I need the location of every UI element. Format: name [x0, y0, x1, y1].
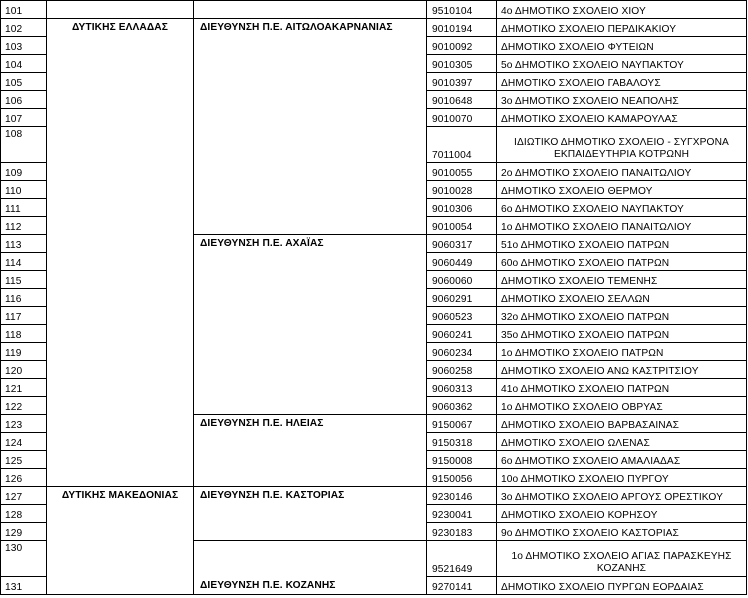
school-name: 1ο ΔΗΜΟΤΙΚΟ ΣΧΟΛΕΙΟ ΑΓΙΑΣ ΠΑΡΑΣΚΕΥΗΣ ΚΟΖΑΝΗΣ [497, 541, 747, 577]
school-name: 3ο ΔΗΜΟΤΙΚΟ ΣΧΟΛΕΙΟ ΑΡΓΟΥΣ ΟΡΕΣΤΙΚΟΥ [497, 487, 747, 505]
school-name: ΔΗΜΟΤΙΚΟ ΣΧΟΛΕΙΟ ΚΑΜΑΡΟΥΛΑΣ [497, 109, 747, 127]
row-number: 128 [1, 505, 47, 523]
school-code: 9150067 [427, 415, 497, 433]
row-number: 106 [1, 91, 47, 109]
school-name: 4ο ΔΗΜΟΤΙΚΟ ΣΧΟΛΕΙΟ ΧΙΟΥ [497, 1, 747, 19]
school-name: 6ο ΔΗΜΟΤΙΚΟ ΣΧΟΛΕΙΟ ΑΜΑΛΙΑΔΑΣ [497, 451, 747, 469]
row-number: 114 [1, 253, 47, 271]
school-name: ΔΗΜΟΤΙΚΟ ΣΧΟΛΕΙΟ ΒΑΡΒΑΣΑΙΝΑΣ [497, 415, 747, 433]
school-code: 9150008 [427, 451, 497, 469]
school-code: 9010070 [427, 109, 497, 127]
row-number: 118 [1, 325, 47, 343]
row-number: 113 [1, 235, 47, 253]
row-number: 129 [1, 523, 47, 541]
row-number: 108 [1, 127, 47, 163]
school-name: 1ο ΔΗΜΟΤΙΚΟ ΣΧΟΛΕΙΟ ΟΒΡΥΑΣ [497, 397, 747, 415]
row-number: 103 [1, 37, 47, 55]
school-code: 9010306 [427, 199, 497, 217]
row-number: 101 [1, 1, 47, 19]
school-code: 9060362 [427, 397, 497, 415]
row-number: 127 [1, 487, 47, 505]
school-name: ΙΔΙΩΤΙΚΟ ΔΗΜΟΤΙΚΟ ΣΧΟΛΕΙΟ - ΣΥΓΧΡΟΝΑ ΕΚΠΑΙΔΕΥΤΗΡΙΑ ΚΟΤΡΩΝΗ [497, 127, 747, 163]
school-code: 9010054 [427, 217, 497, 235]
school-code: 9010055 [427, 163, 497, 181]
school-code: 9010092 [427, 37, 497, 55]
school-code: 9270141 [427, 577, 497, 595]
school-name: 35ο ΔΗΜΟΤΙΚΟ ΣΧΟΛΕΙΟ ΠΑΤΡΩΝ [497, 325, 747, 343]
school-code: 9521649 [427, 541, 497, 577]
school-code: 9230146 [427, 487, 497, 505]
school-code: 9510104 [427, 1, 497, 19]
school-code: 9060523 [427, 307, 497, 325]
school-name: ΔΗΜΟΤΙΚΟ ΣΧΟΛΕΙΟ ΣΕΛΛΩΝ [497, 289, 747, 307]
school-name: ΔΗΜΟΤΙΚΟ ΣΧΟΛΕΙΟ ΚΟΡΗΣΟΥ [497, 505, 747, 523]
row-number: 115 [1, 271, 47, 289]
directorate-name: ΔΙΕΥΘΥΝΣΗ Π.Ε. ΑΙΤΩΛΟΑΚΑΡΝΑΝΙΑΣ [194, 19, 427, 235]
row-number: 104 [1, 55, 47, 73]
row-number: 126 [1, 469, 47, 487]
school-code: 9060234 [427, 343, 497, 361]
school-name: 2ο ΔΗΜΟΤΙΚΟ ΣΧΟΛΕΙΟ ΠΑΝΑΙΤΩΛΙΟΥ [497, 163, 747, 181]
school-name: 32ο ΔΗΜΟΤΙΚΟ ΣΧΟΛΕΙΟ ΠΑΤΡΩΝ [497, 307, 747, 325]
school-code: 9010194 [427, 19, 497, 37]
school-name: ΔΗΜΟΤΙΚΟ ΣΧΟΛΕΙΟ ΠΕΡΔΙΚΑΚΙΟΥ [497, 19, 747, 37]
school-name: 1ο ΔΗΜΟΤΙΚΟ ΣΧΟΛΕΙΟ ΠΑΝΑΙΤΩΛΙΟΥ [497, 217, 747, 235]
row-number: 124 [1, 433, 47, 451]
school-name: 60ο ΔΗΜΟΤΙΚΟ ΣΧΟΛΕΙΟ ΠΑΤΡΩΝ [497, 253, 747, 271]
row-number: 105 [1, 73, 47, 91]
school-code: 9060313 [427, 379, 497, 397]
school-name: ΔΗΜΟΤΙΚΟ ΣΧΟΛΕΙΟ ΠΥΡΓΩΝ ΕΟΡΔΑΙΑΣ [497, 577, 747, 595]
row-number: 125 [1, 451, 47, 469]
school-code: 9010028 [427, 181, 497, 199]
directorate-name: ΔΙΕΥΘΥΝΣΗ Π.Ε. ΚΑΣΤΟΡΙΑΣ [194, 487, 427, 541]
school-name: ΔΗΜΟΤΙΚΟ ΣΧΟΛΕΙΟ ΤΕΜΕΝΗΣ [497, 271, 747, 289]
row-number: 111 [1, 199, 47, 217]
school-name: ΔΗΜΟΤΙΚΟ ΣΧΟΛΕΙΟ ΩΛΕΝΑΣ [497, 433, 747, 451]
directorate-name: ΔΙΕΥΘΥΝΣΗ Π.Ε. ΚΟΖΑΝΗΣ [194, 541, 427, 595]
school-code: 7011004 [427, 127, 497, 163]
school-code: 9150318 [427, 433, 497, 451]
school-name: ΔΗΜΟΤΙΚΟ ΣΧΟΛΕΙΟ ΑΝΩ ΚΑΣΤΡΙΤΣΙΟΥ [497, 361, 747, 379]
directorate-name: ΔΙΕΥΘΥΝΣΗ Π.Ε. ΗΛΕΙΑΣ [194, 415, 427, 487]
table-row [1, 487, 747, 505]
row-number: 131 [1, 577, 47, 595]
directorate-cell [194, 1, 427, 19]
school-name: 3ο ΔΗΜΟΤΙΚΟ ΣΧΟΛΕΙΟ ΝΕΑΠΟΛΗΣ [497, 91, 747, 109]
school-name: 51ο ΔΗΜΟΤΙΚΟ ΣΧΟΛΕΙΟ ΠΑΤΡΩΝ [497, 235, 747, 253]
row-number: 122 [1, 397, 47, 415]
row-number: 110 [1, 181, 47, 199]
school-code: 9060291 [427, 289, 497, 307]
school-code: 9150056 [427, 469, 497, 487]
table-row [1, 1, 747, 19]
row-number: 102 [1, 19, 47, 37]
table-row [1, 19, 747, 37]
school-name: 5ο ΔΗΜΟΤΙΚΟ ΣΧΟΛΕΙΟ ΝΑΥΠΑΚΤΟΥ [497, 55, 747, 73]
school-code: 9060317 [427, 235, 497, 253]
school-name: 41ο ΔΗΜΟΤΙΚΟ ΣΧΟΛΕΙΟ ΠΑΤΡΩΝ [497, 379, 747, 397]
row-number: 107 [1, 109, 47, 127]
region-cell [47, 1, 194, 19]
school-code: 9010648 [427, 91, 497, 109]
school-code: 9230041 [427, 505, 497, 523]
school-name: ΔΗΜΟΤΙΚΟ ΣΧΟΛΕΙΟ ΓΑΒΑΛΟΥΣ [497, 73, 747, 91]
row-number: 130 [1, 541, 47, 577]
row-number: 119 [1, 343, 47, 361]
region-name: ΔΥΤΙΚΗΣ ΕΛΛΑΔΑΣ [47, 19, 194, 487]
school-code: 9060241 [427, 325, 497, 343]
school-code: 9010397 [427, 73, 497, 91]
school-code: 9010305 [427, 55, 497, 73]
row-number: 116 [1, 289, 47, 307]
directorate-name: ΔΙΕΥΘΥΝΣΗ Π.Ε. ΑΧΑΪΑΣ [194, 235, 427, 415]
school-code: 9060258 [427, 361, 497, 379]
region-name: ΔΥΤΙΚΗΣ ΜΑΚΕΔΟΝΙΑΣ [47, 487, 194, 595]
row-number: 120 [1, 361, 47, 379]
school-code: 9060060 [427, 271, 497, 289]
school-name: 9ο ΔΗΜΟΤΙΚΟ ΣΧΟΛΕΙΟ ΚΑΣΤΟΡΙΑΣ [497, 523, 747, 541]
school-name: ΔΗΜΟΤΙΚΟ ΣΧΟΛΕΙΟ ΘΕΡΜΟΥ [497, 181, 747, 199]
row-number: 117 [1, 307, 47, 325]
school-name: 6ο ΔΗΜΟΤΙΚΟ ΣΧΟΛΕΙΟ ΝΑΥΠΑΚΤΟΥ [497, 199, 747, 217]
row-number: 112 [1, 217, 47, 235]
school-code: 9060449 [427, 253, 497, 271]
school-code: 9230183 [427, 523, 497, 541]
school-name: ΔΗΜΟΤΙΚΟ ΣΧΟΛΕΙΟ ΦΥΤΕΙΩΝ [497, 37, 747, 55]
school-name: 10ο ΔΗΜΟΤΙΚΟ ΣΧΟΛΕΙΟ ΠΥΡΓΟΥ [497, 469, 747, 487]
row-number: 109 [1, 163, 47, 181]
school-name: 1ο ΔΗΜΟΤΙΚΟ ΣΧΟΛΕΙΟ ΠΑΤΡΩΝ [497, 343, 747, 361]
row-number: 121 [1, 379, 47, 397]
row-number: 123 [1, 415, 47, 433]
